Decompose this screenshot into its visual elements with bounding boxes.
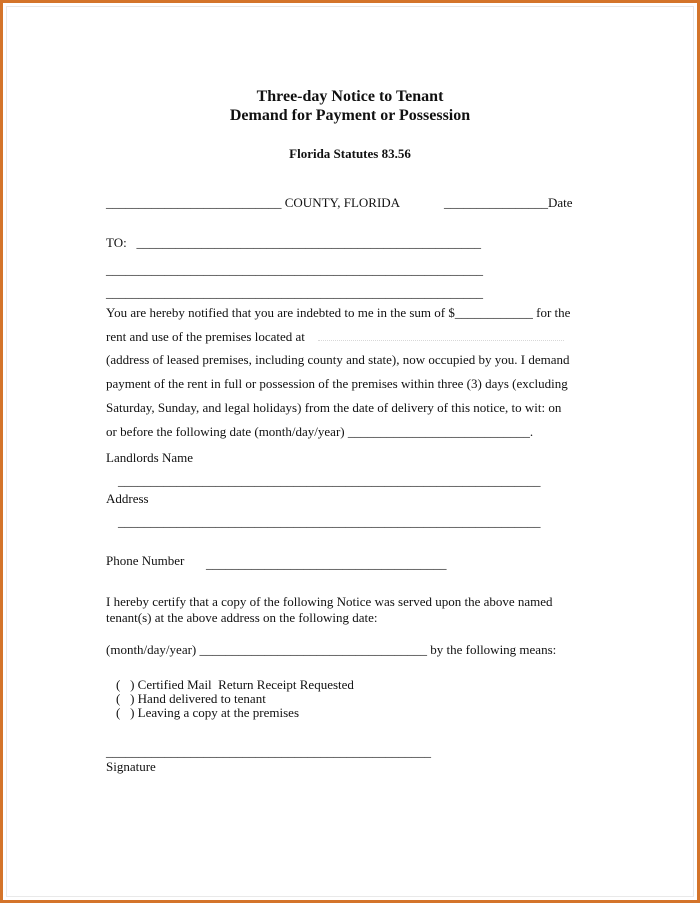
- to-blank-3: __________________________________________________________: [106, 285, 483, 300]
- county-line: ___________________________ COUNTY, FLORIDA: [106, 195, 401, 210]
- premises-address-blank: [318, 340, 564, 341]
- title-line-1: Three-day Notice to Tenant: [256, 88, 444, 105]
- signature-blank: __________________________________________________: [106, 744, 431, 759]
- paragraph-line-4: payment of the rent in full or possession of the premises within three (3) days (excluding: [106, 376, 568, 391]
- to-line: TO: _____________________________________________________: [106, 235, 481, 250]
- address-blank: _________________________________________________________________: [118, 514, 541, 529]
- signature-label: Signature: [106, 759, 156, 774]
- address-label: Address: [106, 491, 149, 506]
- option-certified-mail: ( ) Certified Mail Return Receipt Requested: [116, 677, 354, 692]
- paragraph-line-2: rent and use of the premises located at: [106, 329, 305, 344]
- option-hand-delivered: ( ) Hand delivered to tenant: [116, 691, 266, 706]
- title-line-2: Demand for Payment or Possession: [229, 107, 471, 124]
- statute-reference: Florida Statutes 83.56: [289, 146, 411, 161]
- paragraph-line-6: or before the following date (month/day/year) ____________________________.: [106, 424, 534, 439]
- phone-number-label: Phone Number: [106, 553, 185, 568]
- served-date-line: (month/day/year) ___________________________________ by the following means:: [106, 642, 557, 657]
- landlord-name-blank: _________________________________________________________________: [118, 473, 541, 488]
- certify-line-1: I hereby certify that a copy of the following Notice was served upon the above named: [106, 594, 553, 609]
- landlord-name-label: Landlords Name: [106, 450, 194, 465]
- certify-line-2: tenant(s) at the above address on the following date:: [106, 610, 378, 625]
- paragraph-line-1: You are hereby notified that you are indebted to me in the sum of $____________ for the: [106, 305, 571, 320]
- paragraph-line-3: (address of leased premises, including county and state), now occupied by you. I demand: [106, 352, 570, 367]
- date-line: ________________Date: [444, 195, 573, 210]
- paragraph-line-5: Saturday, Sunday, and legal holidays) from the date of delivery of this notice, to wit: on: [106, 400, 562, 415]
- phone-number-blank: _____________________________________: [206, 556, 447, 571]
- to-blank-2: __________________________________________________________: [106, 262, 483, 277]
- option-leaving-copy: ( ) Leaving a copy at the premises: [116, 705, 300, 720]
